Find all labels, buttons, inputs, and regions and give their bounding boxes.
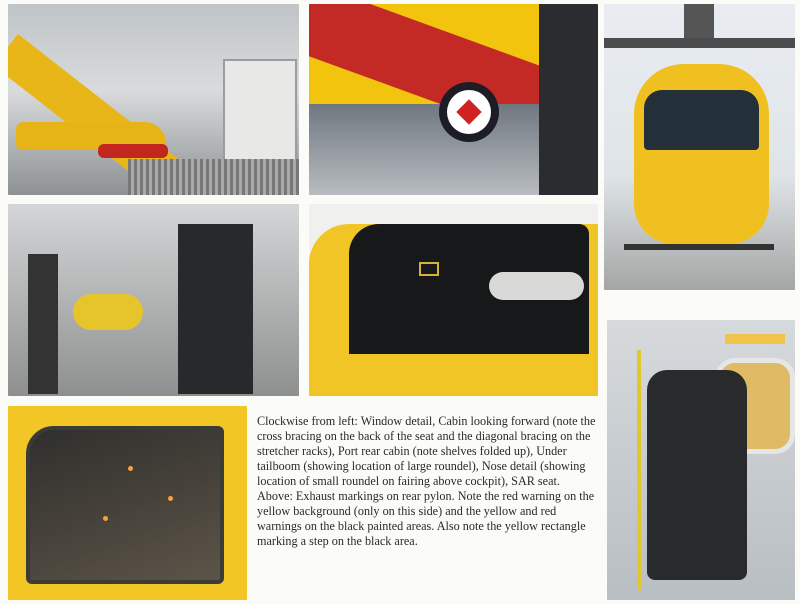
- photo-nose-detail: [309, 204, 598, 396]
- life-raft: [73, 294, 143, 330]
- yellow-pole: [637, 350, 641, 590]
- caption-paragraph-2: Above: Exhaust markings on rear pylon. Note the red warning on the yellow background (only on this side) and the yellow and red warnings on the black painted areas. Also note the yellow rectangle marking a step on the black area.: [257, 489, 595, 548]
- caption: [257, 414, 597, 549]
- caption-paragraph-1: Clockwise from left: Window detail, Cabin looking forward (note the cross bracing on the back of the seat and the diagonal bracing on the stretcher racks), Port rear cabin (note shelves folded up), Under tailboom (showing location of large roundel), Nose detail (showing location of small roundel on fairing above cockpit), SAR seat.: [257, 414, 596, 488]
- light-dot: [103, 516, 108, 521]
- photo-cabin-forward: [8, 204, 299, 396]
- landing-gear: [624, 244, 774, 250]
- door-panel: [223, 59, 297, 163]
- exhaust-pipe: [489, 272, 584, 300]
- photo-nose-front: [604, 4, 795, 290]
- light-dot: [128, 466, 133, 471]
- windscreen: [644, 90, 759, 150]
- photo-window-detail: [8, 4, 299, 195]
- emergency-tag: [725, 334, 785, 344]
- rotor-blades: [604, 38, 795, 48]
- light-dot: [168, 496, 173, 501]
- step-marking: [419, 262, 439, 276]
- photo-sar-seat: [607, 320, 795, 600]
- window-frame: [26, 426, 224, 584]
- roundel-icon: [439, 82, 499, 142]
- sar-seat-shape: [647, 370, 747, 580]
- seat-back: [178, 224, 253, 394]
- ramp-floor: [128, 159, 299, 195]
- stretcher-rack: [28, 254, 58, 394]
- shadow-area: [539, 4, 598, 195]
- photo-under-tailboom: [309, 4, 598, 195]
- hangar-background: [309, 104, 539, 195]
- photo-exhaust-pylon: [8, 406, 247, 600]
- helicopter-red-stripe: [98, 144, 168, 158]
